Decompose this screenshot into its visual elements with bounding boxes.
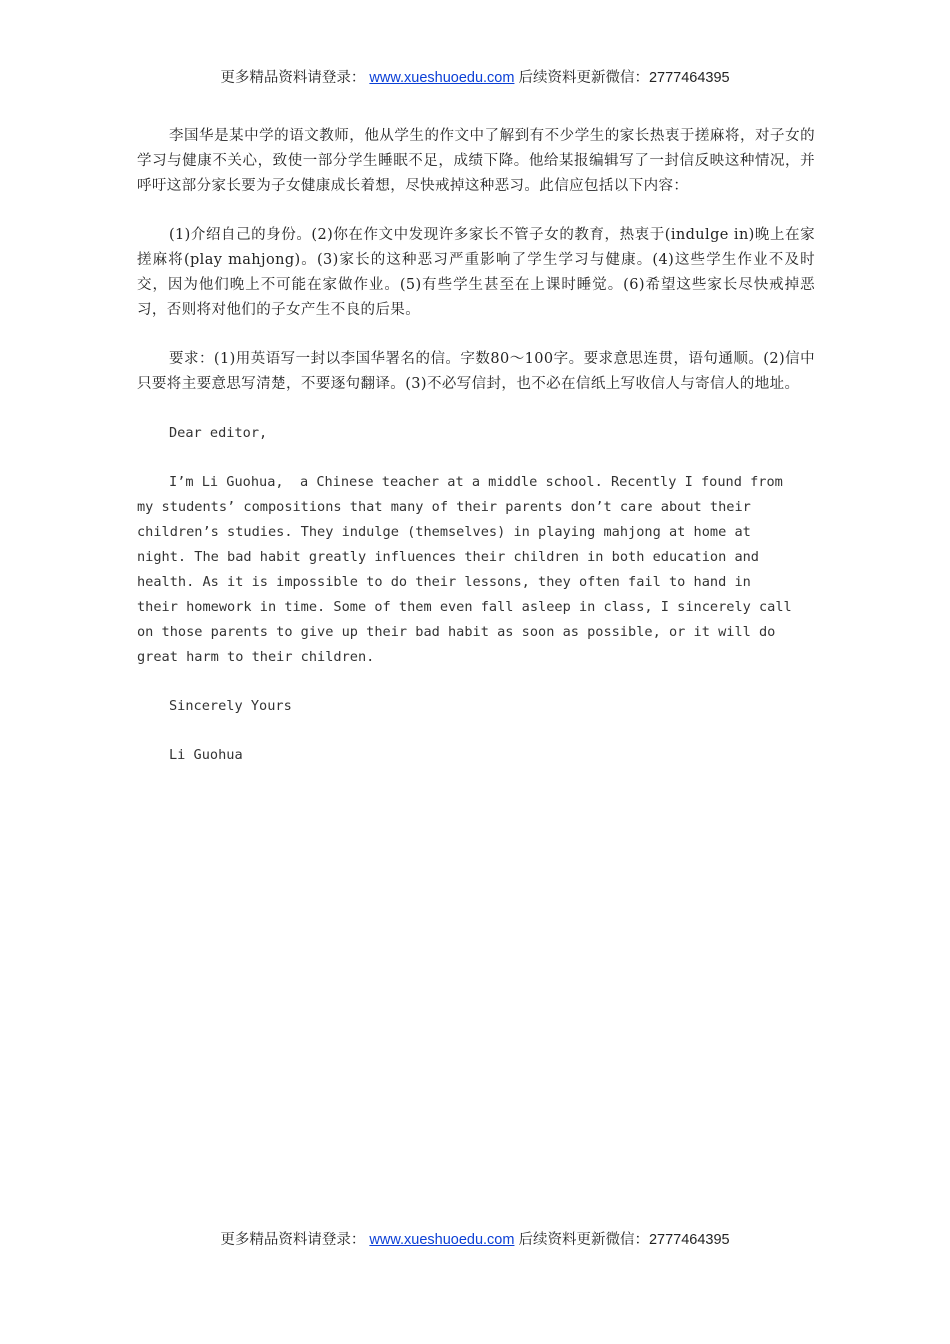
footer-suffix: 后续资料更新微信：2777464395 bbox=[518, 1232, 730, 1248]
letter-line: my students’ compositions that many of their parents don’t care about their bbox=[137, 499, 751, 515]
page-header bbox=[0, 66, 950, 87]
page-footer bbox=[0, 1228, 950, 1249]
task-intro: 李国华是某中学的语文教师，他从学生的作文中了解到有不少学生的家长热衷于搓麻将，对子女的学习与健康不关心，致使一部分学生睡眠不足，成绩下降。他给某报编辑写了一封信反映这种情况，并呼吁这部分家长要为子女健康成长着想，尽快戒掉这种恶习。此信应包括以下内容： bbox=[137, 128, 815, 194]
task-requirements: 要求：(1)用英语写一封以李国华署名的信。字数80～100字。要求意思连贯，语句通顺。(2)信中只要将主要意思写清楚，不要逐句翻译。(3)不必写信封，也不必在信纸上写收信人与寄信人的地址。 bbox=[137, 351, 815, 392]
letter-line: health. As it is impossible to do their lessons, they often fail to hand in bbox=[137, 574, 751, 590]
footer-prefix: 更多精品资料请登录： bbox=[220, 1232, 366, 1248]
letter-line: great harm to their children. bbox=[137, 649, 375, 665]
letter-line: their homework in time. Some of them even fall asleep in class, I sincerely call bbox=[137, 599, 792, 615]
header-prefix: 更多精品资料请登录： bbox=[220, 70, 366, 86]
letter-line: I’m Li Guohua, a Chinese teacher at a middle school. Recently I found from bbox=[169, 474, 783, 490]
document-body bbox=[137, 124, 815, 792]
header-suffix: 后续资料更新微信：2777464395 bbox=[518, 70, 730, 86]
letter-line: night. The bad habit greatly influences their children in both education and bbox=[137, 549, 759, 565]
letter-body bbox=[137, 470, 815, 670]
letter-greeting: Dear editor, bbox=[169, 425, 268, 441]
task-points: (1)介绍自己的身份。(2)你在作文中发现许多家长不管子女的教育，热衷于(indulge in)晚上在家搓麻将(play mahjong)。(3)家长的这种恶习严重影响了学生学习与健康。(4)这些学生作业不及时交，因为他们晚上不可能在家做作业。(5)有些学生甚至在上课时睡觉。(6)希望这些家长尽快戒掉恶习，否则将对他们的子女产生不良的后果。 bbox=[137, 227, 815, 318]
letter-closing: Sincerely Yours bbox=[169, 698, 292, 714]
header-link[interactable]: www.xueshuoedu.com bbox=[369, 70, 515, 86]
footer-link[interactable]: www.xueshuoedu.com bbox=[369, 1232, 515, 1248]
letter-signature: Li Guohua bbox=[169, 747, 243, 763]
letter-line: children’s studies. They indulge (themselves) in playing mahjong at home at bbox=[137, 524, 751, 540]
letter-line: on those parents to give up their bad habit as soon as possible, or it will do bbox=[137, 624, 776, 640]
